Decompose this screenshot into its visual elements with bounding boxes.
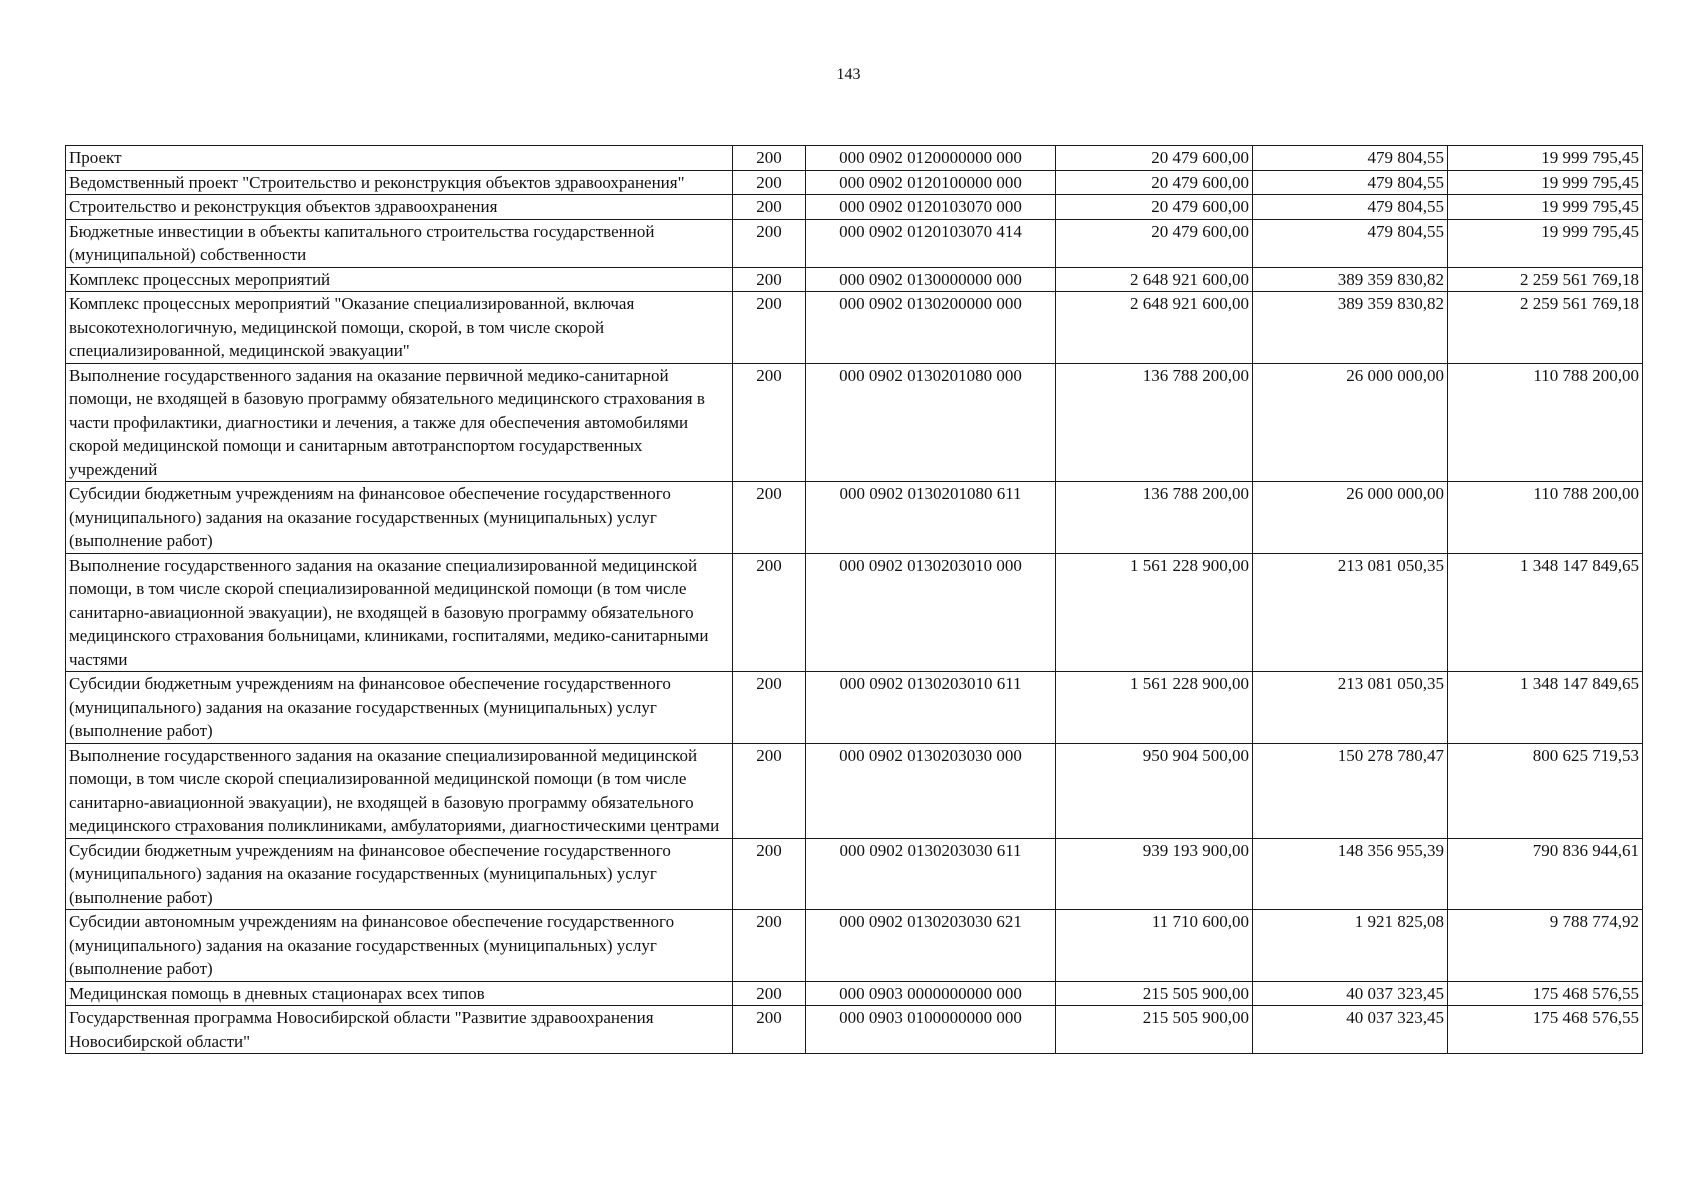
unexecuted-amount-cell: 19 999 795,45 — [1448, 219, 1643, 267]
approved-amount-cell: 1 561 228 900,00 — [1056, 672, 1253, 744]
expense-name-cell: Субсидии бюджетным учреждениям на финансовое обеспечение государственного (муниципального) задания на оказание государственных (муниципальных) услуг (выполнение работ) — [66, 838, 733, 910]
budget-classification-code-cell: 000 0903 0000000000 000 — [806, 981, 1056, 1006]
executed-amount-cell: 479 804,55 — [1253, 195, 1448, 220]
approved-amount-cell: 20 479 600,00 — [1056, 170, 1253, 195]
table-row — [66, 267, 1643, 292]
unexecuted-amount-cell: 175 468 576,55 — [1448, 1006, 1643, 1054]
budget-classification-code-cell: 000 0902 0130201080 611 — [806, 482, 1056, 554]
approved-amount-cell: 136 788 200,00 — [1056, 363, 1253, 482]
unexecuted-amount-cell: 800 625 719,53 — [1448, 743, 1643, 838]
expense-name-cell: Бюджетные инвестиции в объекты капитального строительства государственной (муниципальной) собственности — [66, 219, 733, 267]
admin-code-cell: 200 — [733, 482, 806, 554]
admin-code-cell: 200 — [733, 195, 806, 220]
admin-code-cell: 200 — [733, 981, 806, 1006]
table-row — [66, 838, 1643, 910]
table-row — [66, 743, 1643, 838]
expense-name-cell: Проект — [66, 146, 733, 171]
expense-name-cell: Субсидии бюджетным учреждениям на финансовое обеспечение государственного (муниципального) задания на оказание государственных (муниципальных) услуг (выполнение работ) — [66, 482, 733, 554]
admin-code-cell: 200 — [733, 219, 806, 267]
budget-classification-code-cell: 000 0902 0130203030 000 — [806, 743, 1056, 838]
table-row — [66, 292, 1643, 364]
unexecuted-amount-cell: 19 999 795,45 — [1448, 195, 1643, 220]
expense-name-cell: Государственная программа Новосибирской области "Развитие здравоохранения Новосибирской области" — [66, 1006, 733, 1054]
table-row — [66, 363, 1643, 482]
budget-classification-code-cell: 000 0902 0130200000 000 — [806, 292, 1056, 364]
budget-classification-code-cell: 000 0902 0120100000 000 — [806, 170, 1056, 195]
budget-classification-code-cell: 000 0902 0130203030 621 — [806, 910, 1056, 982]
table-row — [66, 1006, 1643, 1054]
budget-classification-code-cell: 000 0902 0120103070 000 — [806, 195, 1056, 220]
table-row — [66, 195, 1643, 220]
table-row — [66, 672, 1643, 744]
admin-code-cell: 200 — [733, 553, 806, 672]
executed-amount-cell: 213 081 050,35 — [1253, 553, 1448, 672]
admin-code-cell: 200 — [733, 267, 806, 292]
budget-classification-code-cell: 000 0902 0130203030 611 — [806, 838, 1056, 910]
admin-code-cell: 200 — [733, 838, 806, 910]
table-row — [66, 553, 1643, 672]
approved-amount-cell: 950 904 500,00 — [1056, 743, 1253, 838]
approved-amount-cell: 215 505 900,00 — [1056, 981, 1253, 1006]
unexecuted-amount-cell: 110 788 200,00 — [1448, 482, 1643, 554]
executed-amount-cell: 479 804,55 — [1253, 170, 1448, 195]
admin-code-cell: 200 — [733, 363, 806, 482]
table-row — [66, 170, 1643, 195]
executed-amount-cell: 26 000 000,00 — [1253, 482, 1448, 554]
expense-name-cell: Выполнение государственного задания на оказание первичной медико-санитарной помощи, не входящей в базовую программу обязательного медицинского страхования в части профилактики, диагностики и лечения, а также для обеспечения автомобилями скорой медицинской помощи и санитарным автотранспортом государственных учреждений — [66, 363, 733, 482]
unexecuted-amount-cell: 1 348 147 849,65 — [1448, 553, 1643, 672]
unexecuted-amount-cell: 110 788 200,00 — [1448, 363, 1643, 482]
approved-amount-cell: 2 648 921 600,00 — [1056, 267, 1253, 292]
table-body — [66, 146, 1643, 1054]
unexecuted-amount-cell: 19 999 795,45 — [1448, 170, 1643, 195]
expense-name-cell: Комплекс процессных мероприятий "Оказание специализированной, включая высокотехнологичную, медицинской помощи, скорой, в том числе скорой специализированной, медицинской эвакуации" — [66, 292, 733, 364]
executed-amount-cell: 40 037 323,45 — [1253, 1006, 1448, 1054]
expense-name-cell: Ведомственный проект "Строительство и реконструкция объектов здравоохранения" — [66, 170, 733, 195]
executed-amount-cell: 213 081 050,35 — [1253, 672, 1448, 744]
unexecuted-amount-cell: 2 259 561 769,18 — [1448, 292, 1643, 364]
budget-classification-code-cell: 000 0902 0130203010 611 — [806, 672, 1056, 744]
page-number: 143 — [836, 66, 861, 83]
admin-code-cell: 200 — [733, 292, 806, 364]
approved-amount-cell: 11 710 600,00 — [1056, 910, 1253, 982]
executed-amount-cell: 40 037 323,45 — [1253, 981, 1448, 1006]
unexecuted-amount-cell: 175 468 576,55 — [1448, 981, 1643, 1006]
admin-code-cell: 200 — [733, 743, 806, 838]
unexecuted-amount-cell: 790 836 944,61 — [1448, 838, 1643, 910]
budget-classification-code-cell: 000 0903 0100000000 000 — [806, 1006, 1056, 1054]
executed-amount-cell: 389 359 830,82 — [1253, 267, 1448, 292]
admin-code-cell: 200 — [733, 672, 806, 744]
table-row — [66, 981, 1643, 1006]
admin-code-cell: 200 — [733, 910, 806, 982]
executed-amount-cell: 479 804,55 — [1253, 219, 1448, 267]
budget-classification-code-cell: 000 0902 0130201080 000 — [806, 363, 1056, 482]
executed-amount-cell: 26 000 000,00 — [1253, 363, 1448, 482]
approved-amount-cell: 20 479 600,00 — [1056, 195, 1253, 220]
admin-code-cell: 200 — [733, 1006, 806, 1054]
table-row — [66, 910, 1643, 982]
expense-name-cell: Комплекс процессных мероприятий — [66, 267, 733, 292]
approved-amount-cell: 1 561 228 900,00 — [1056, 553, 1253, 672]
executed-amount-cell: 479 804,55 — [1253, 146, 1448, 171]
expense-name-cell: Выполнение государственного задания на оказание специализированной медицинской помощи, в том числе скорой специализированной медицинской помощи (в том числе санитарно-авиационной эвакуации), не входящей в базовую программу обязательного медицинского страхования поликлиниками, амбулаториями, диагностическими центрами — [66, 743, 733, 838]
executed-amount-cell: 148 356 955,39 — [1253, 838, 1448, 910]
expense-name-cell: Медицинская помощь в дневных стационарах всех типов — [66, 981, 733, 1006]
unexecuted-amount-cell: 19 999 795,45 — [1448, 146, 1643, 171]
approved-amount-cell: 939 193 900,00 — [1056, 838, 1253, 910]
table-row — [66, 482, 1643, 554]
budget-classification-code-cell: 000 0902 0120000000 000 — [806, 146, 1056, 171]
admin-code-cell: 200 — [733, 146, 806, 171]
approved-amount-cell: 2 648 921 600,00 — [1056, 292, 1253, 364]
expense-name-cell: Субсидии автономным учреждениям на финансовое обеспечение государственного (муниципального) задания на оказание государственных (муниципальных) услуг (выполнение работ) — [66, 910, 733, 982]
approved-amount-cell: 20 479 600,00 — [1056, 146, 1253, 171]
unexecuted-amount-cell: 2 259 561 769,18 — [1448, 267, 1643, 292]
approved-amount-cell: 136 788 200,00 — [1056, 482, 1253, 554]
approved-amount-cell: 215 505 900,00 — [1056, 1006, 1253, 1054]
expense-name-cell: Строительство и реконструкция объектов здравоохранения — [66, 195, 733, 220]
expense-name-cell: Субсидии бюджетным учреждениям на финансовое обеспечение государственного (муниципального) задания на оказание государственных (муниципальных) услуг (выполнение работ) — [66, 672, 733, 744]
expense-name-cell: Выполнение государственного задания на оказание специализированной медицинской помощи, в том числе скорой специализированной медицинской помощи (в том числе санитарно-авиационной эвакуации), не входящей в базовую программу обязательного медицинского страхования больницами, клиниками, госпиталями, медико-санитарными частями — [66, 553, 733, 672]
budget-classification-code-cell: 000 0902 0130203010 000 — [806, 553, 1056, 672]
approved-amount-cell: 20 479 600,00 — [1056, 219, 1253, 267]
unexecuted-amount-cell: 9 788 774,92 — [1448, 910, 1643, 982]
executed-amount-cell: 1 921 825,08 — [1253, 910, 1448, 982]
unexecuted-amount-cell: 1 348 147 849,65 — [1448, 672, 1643, 744]
executed-amount-cell: 389 359 830,82 — [1253, 292, 1448, 364]
executed-amount-cell: 150 278 780,47 — [1253, 743, 1448, 838]
budget-execution-table — [65, 145, 1643, 1054]
table-row — [66, 219, 1643, 267]
admin-code-cell: 200 — [733, 170, 806, 195]
table-row — [66, 146, 1643, 171]
budget-classification-code-cell: 000 0902 0120103070 414 — [806, 219, 1056, 267]
budget-classification-code-cell: 000 0902 0130000000 000 — [806, 267, 1056, 292]
